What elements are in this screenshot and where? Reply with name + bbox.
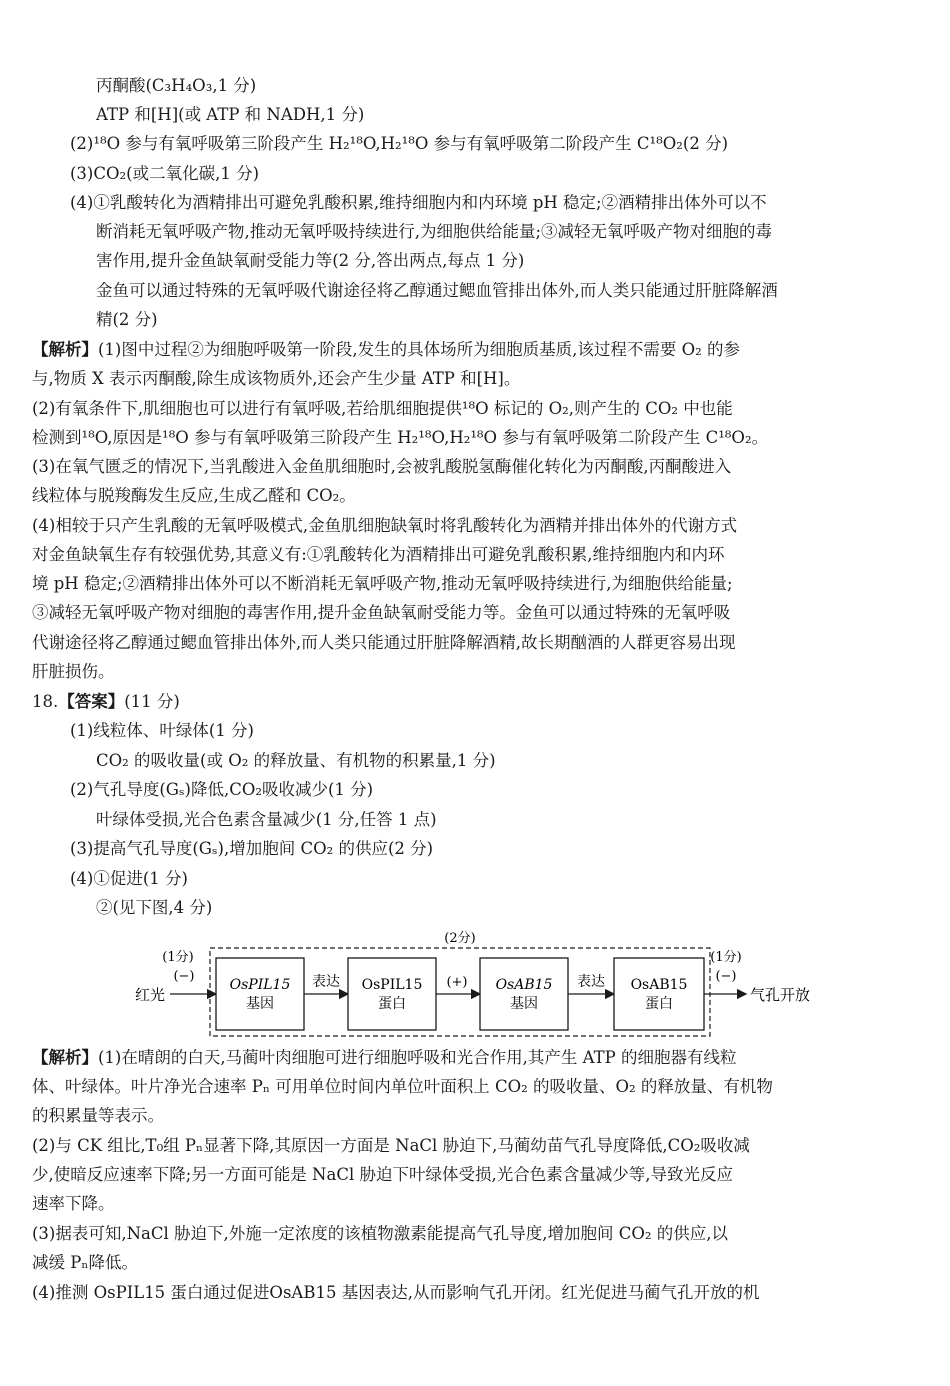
text-line: (2)气孔导度(Gₛ)降低,CO₂吸收减少(1 分) — [70, 780, 374, 799]
text-line: (1)图中过程②为细胞呼吸第一阶段,发生的具体场所为细胞质基质,该过程不需要 O₂ 的参 — [98, 340, 740, 359]
text-line: ③减轻无氧呼吸产物对细胞的毒害作用,提升金鱼缺氧耐受能力等。金鱼可以通过特殊的无氧呼吸 — [32, 603, 731, 622]
box-ospil15-gene — [216, 958, 304, 1030]
text-line: 线粒体与脱羧酶发生反应,生成乙醛和 CO₂。 — [32, 486, 356, 505]
analysis-paragraph — [32, 1048, 736, 1068]
text-line: ②(见下图,4 分) — [96, 898, 213, 917]
box2-line1: OsPIL15 — [361, 977, 423, 993]
text-line: 速率下降。 — [32, 1194, 115, 1213]
text-line: (2)有氧条件下,肌细胞也可以进行有氧呼吸,若给肌细胞提供¹⁸O 标记的 O₂,则产生的 CO₂ 中也能 — [32, 399, 733, 418]
text-line: 境 pH 稳定;②酒精排出体外可以不断消耗无氧呼吸产物,推动无氧呼吸持续进行,为细胞供给能量; — [32, 574, 733, 593]
text-line: (4)①乳酸转化为酒精排出可避免乳酸积累,维持细胞内和内环境 pH 稳定;②酒精排出体外可以不 — [70, 193, 767, 212]
text-line: 体、叶绿体。叶片净光合速率 Pₙ 可用单位时间内单位叶面积上 CO₂ 的吸收量、O₂ 的释放量、有机物 — [32, 1077, 773, 1096]
sign-right: (−) — [715, 969, 737, 984]
box2-line2: 蛋白 — [378, 996, 406, 1012]
box-osab15-protein — [614, 958, 704, 1030]
box4-line1: OsAB15 — [630, 977, 688, 993]
text-line: ATP 和[H](或 ATP 和 NADH,1 分) — [96, 105, 365, 124]
text-line: (1)线粒体、叶绿体(1 分) — [70, 721, 254, 740]
arrow1-label: 表达 — [312, 974, 340, 990]
text-line: 少,使暗反应速率下降;另一方面可能是 NaCl 胁迫下叶绿体受损,光合色素含量减少等,导致光反应 — [32, 1165, 733, 1184]
text-line: 害作用,提升金鱼缺氧耐受能力等(2 分,答出两点,每点 1 分) — [96, 251, 525, 270]
score-left: (1分) — [162, 950, 194, 965]
text-line: (4)①促进(1 分) — [70, 869, 188, 888]
answer-label: 【答案】 — [58, 692, 125, 711]
box3-line2: 基因 — [510, 996, 538, 1012]
text-line: (2)¹⁸O 参与有氧呼吸第三阶段产生 H₂¹⁸O,H₂¹⁸O 参与有氧呼吸第二阶段产生 C¹⁸O₂(2 分) — [70, 134, 729, 153]
box-ospil15-protein — [348, 958, 436, 1030]
text-line: (4)推测 OsPIL15 蛋白通过促进OsAB15 基因表达,从而影响气孔开闭。红光促进马蔺气孔开放的机 — [32, 1283, 760, 1302]
score-right: (1分) — [710, 950, 742, 965]
analysis-label: 【解析】 — [32, 340, 98, 359]
arrow3-label: 表达 — [577, 974, 605, 990]
text-line: 减缓 Pₙ降低。 — [32, 1253, 138, 1272]
question-score: (11 分) — [124, 692, 180, 711]
text-line: (3)提高气孔导度(Gₛ),增加胞间 CO₂ 的供应(2 分) — [70, 839, 434, 858]
text-line: 断消耗无氧呼吸产物,推动无氧呼吸持续进行,为细胞供给能量;③减轻无氧呼吸产物对细胞的毒 — [96, 222, 773, 241]
text-line: 肝脏损伤。 — [32, 662, 115, 681]
text-line: (1)在晴朗的白天,马蔺叶肉细胞可进行细胞呼吸和光合作用,其产生 ATP 的细胞器有线粒 — [98, 1048, 737, 1067]
text-line: 与,物质 X 表示丙酮酸,除生成该物质外,还会产生少量 ATP 和[H]。 — [32, 369, 521, 388]
input-label: 红光 — [135, 986, 166, 1004]
question-number: 18. — [32, 692, 59, 711]
arrow2-label: (+) — [446, 975, 468, 990]
text-line: 金鱼可以通过特殊的无氧呼吸代谢途径将乙醇通过鳃血管排出体外,而人类只能通过肝脏降解酒 — [96, 281, 778, 300]
output-label: 气孔开放 — [750, 986, 811, 1004]
text-line: 精(2 分) — [96, 310, 158, 329]
text-line: (2)与 CK 组比,T₀组 Pₙ显著下降,其原因一方面是 NaCl 胁迫下,马蔺幼苗气孔导度降低,CO₂吸收减 — [32, 1136, 750, 1155]
text-line: 丙酮酸(C₃H₄O₃,1 分) — [96, 76, 257, 95]
box3-line1: OsAB15 — [495, 977, 553, 993]
box-osab15-gene — [480, 958, 568, 1030]
sign-left: (−) — [173, 969, 195, 984]
text-line: (3)在氧气匮乏的情况下,当乳酸进入金鱼肌细胞时,会被乳酸脱氢酶催化转化为丙酮酸,丙酮酸进入 — [32, 457, 732, 476]
analysis-label: 【解析】 — [32, 1048, 98, 1067]
text-line: (4)相较于只产生乳酸的无氧呼吸模式,金鱼肌细胞缺氧时将乳酸转化为酒精并排出体外的代谢方式 — [32, 516, 738, 535]
question-18-header — [32, 692, 180, 712]
text-line: (3)据表可知,NaCl 胁迫下,外施一定浓度的该植物激素能提高气孔导度,增加胞间 CO₂ 的供应,以 — [32, 1224, 729, 1243]
analysis-paragraph — [32, 340, 740, 360]
text-line: 的积累量等表示。 — [32, 1106, 164, 1125]
box1-line1: OsPIL15 — [229, 977, 291, 993]
text-line: 代谢途径将乙醇通过鳃血管排出体外,而人类只能通过肝脏降解酒精,故长期酗酒的人群更容易出现 — [32, 633, 736, 652]
pathway-diagram — [130, 928, 830, 1043]
text-line: (3)CO₂(或二氧化碳,1 分) — [70, 164, 260, 183]
text-line: 检测到¹⁸O,原因是¹⁸O 参与有氧呼吸第三阶段产生 H₂¹⁸O,H₂¹⁸O 参与有氧呼吸第二阶段产生 C¹⁸O₂。 — [32, 428, 769, 447]
box4-line2: 蛋白 — [645, 996, 673, 1012]
score-top: (2分) — [444, 931, 476, 946]
text-line: CO₂ 的吸收量(或 O₂ 的释放量、有机物的积累量,1 分) — [96, 751, 496, 770]
box1-line2: 基因 — [246, 996, 274, 1012]
text-line: 对金鱼缺氧生存有较强优势,其意义有:①乳酸转化为酒精排出可避免乳酸积累,维持细胞内和内环 — [32, 545, 725, 564]
text-line: 叶绿体受损,光合色素含量减少(1 分,任答 1 点) — [96, 810, 437, 829]
